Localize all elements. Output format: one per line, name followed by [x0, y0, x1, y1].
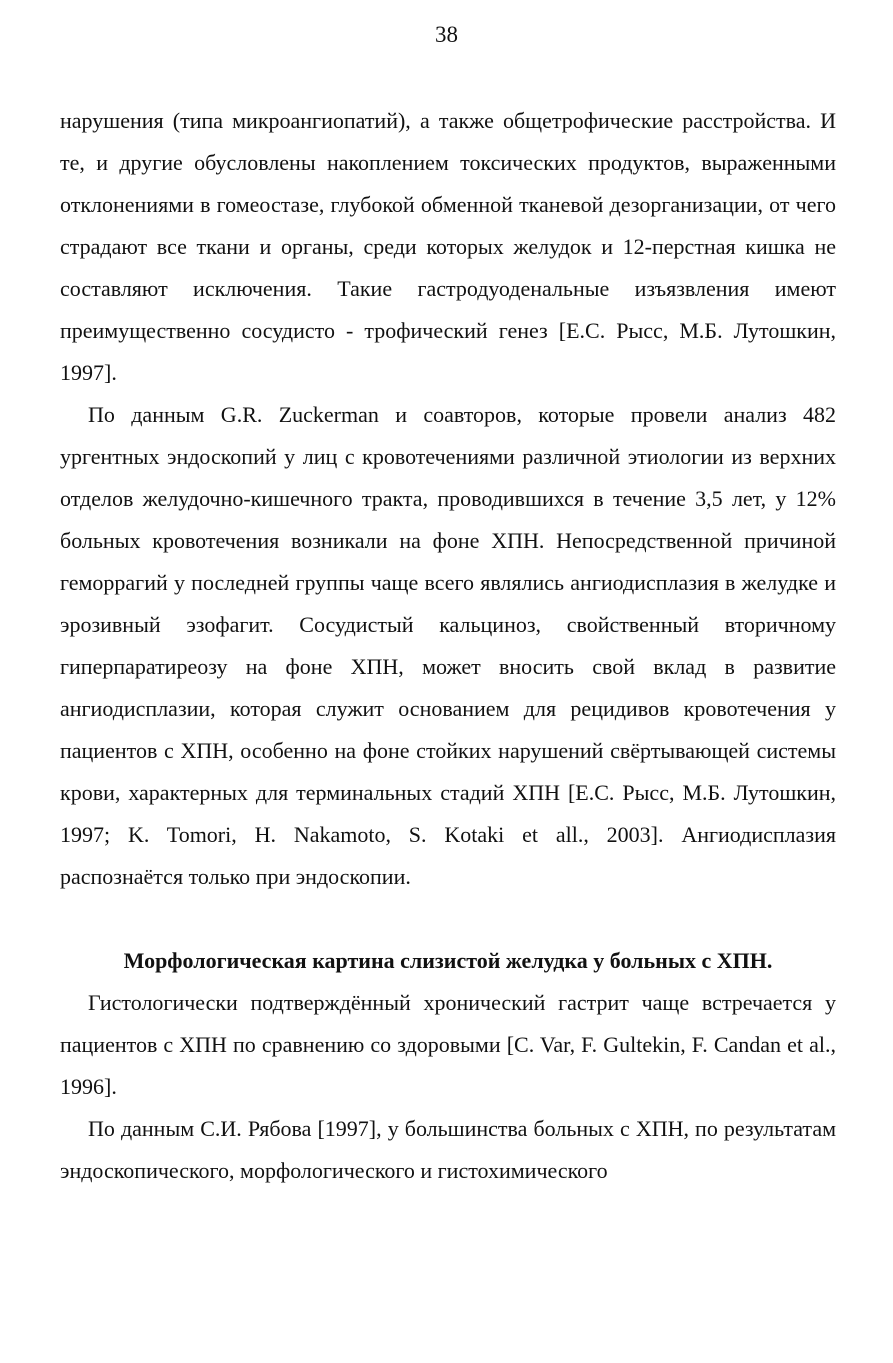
- paragraph-zuckerman-study: По данным G.R. Zuckerman и соавторов, которые провели анализ 482 ургентных эндоскопий у лиц с кровотечениями различной этиологии из верхних отделов желудочно-кишечного тракта, проводившихся в течение 3,5 лет, у 12% больных кровотечения возникали на фоне ХПН. Непосредственной причиной геморрагий у последней группы чаще всего являлись ангиодисплазия в желудке и эрозивный эзофагит. Сосудистый кальциноз, свойственный вторичному гиперпаратиреозу на фоне ХПН, может вносить свой вклад в развитие ангиодисплазии, которая служит основанием для рецидивов кровотечения у пациентов с ХПН, особенно на фоне стойких нарушений свёртывающей системы крови, характерных для терминальных стадий ХПН [Е.С. Рысс, М.Б. Лутошкин, 1997; K. Tomori, H. Nakamoto, S. Kotaki et all., 2003]. Ангиодисплазия распознаётся только при эндоскопии.: [60, 402, 836, 889]
- paragraph-ryabov: По данным С.И. Рябова [1997], у большинства больных с ХПН, по результатам эндоскопического, морфологического и гистохимического: [60, 1116, 836, 1183]
- paragraph-histology: Гистологически подтверждённый хронический гастрит чаще встречается у пациентов с ХПН по сравнению со здоровыми [C. Var, F. Gultekin, F. Candan et al., 1996].: [60, 990, 836, 1099]
- page-number: 38: [435, 22, 458, 47]
- section-heading: Морфологическая картина слизистой желудка у больных с ХПН.: [123, 948, 773, 973]
- body-text: [60, 100, 836, 1192]
- paragraph-intro-continuation: нарушения (типа микроангиопатий), а также общетрофические расстройства. И те, и другие обусловлены накоплением токсических продуктов, выраженными отклонениями в гомеостазе, глубокой обменной тканевой дезорганизации, от чего страдают все ткани и органы, среди которых желудок и 12-перстная кишка не составляют исключения. Такие гастродуоденальные изъязвления имеют преимущественно сосудисто - трофический генез [Е.С. Рысс, М.Б. Лутошкин, 1997].: [60, 108, 836, 385]
